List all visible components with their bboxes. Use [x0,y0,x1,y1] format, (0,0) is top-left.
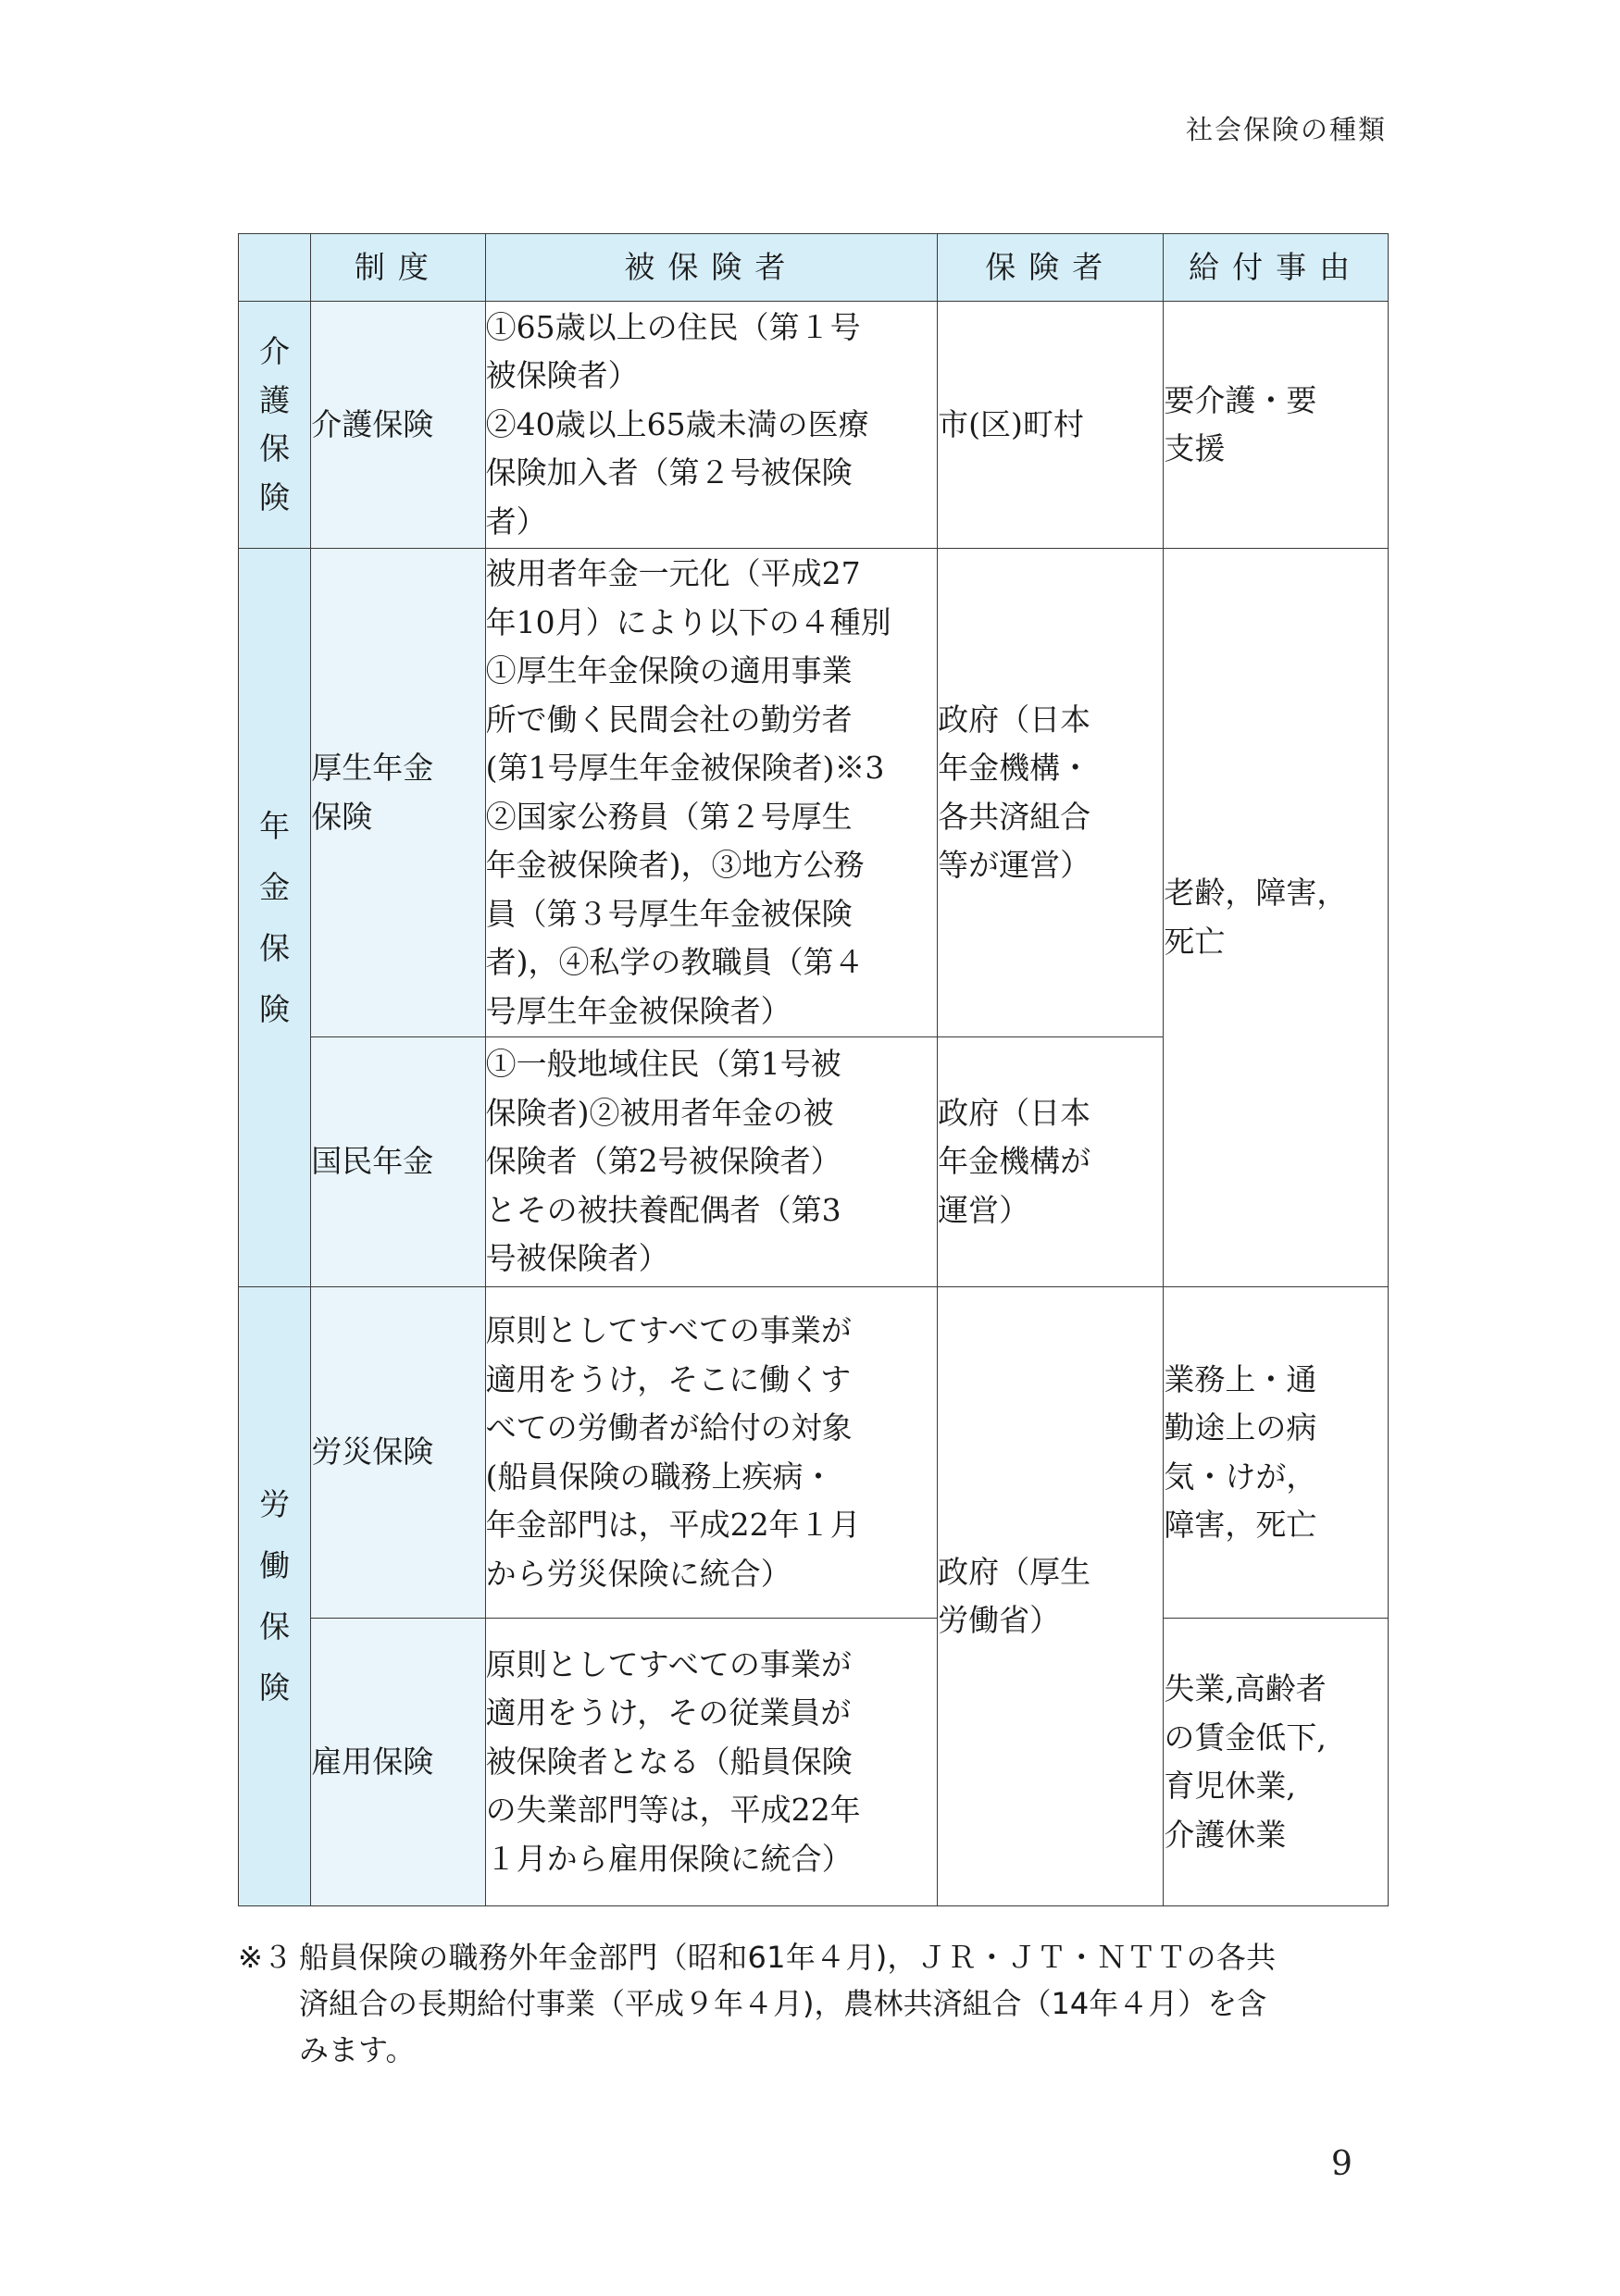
running-header: 社会保険の種類 [1185,114,1387,145]
category-char: 険 [259,1669,291,1706]
footnote-first-line [238,1934,1395,1980]
insurer [938,302,1164,549]
text-line: とその被扶養配偶者（第3 [485,1191,841,1228]
category-char: 保 [259,929,291,966]
system-name [311,549,485,1037]
text-line: 号被保険者） [485,1240,669,1277]
text-line: 保険者)②被用者年金の被 [485,1094,834,1131]
text-line: 被用者年金一元化（平成27 [485,555,861,591]
benefit-reason [1164,549,1389,1287]
text-line: 厚生年金 [311,750,434,786]
text-line: 被保険者） [485,357,639,394]
category-char: 労 [259,1486,291,1522]
header-corner-cell [239,234,311,302]
system-name: 介護保険 [311,302,485,549]
category-char: 働 [259,1547,291,1583]
text-line: 年金被保険者)，③地方公務 [485,847,865,883]
text-line: 所で働く民間会社の勤労者 [485,701,853,738]
social-insurance-table [238,233,1389,1906]
category-char: 保 [259,1608,291,1644]
text-line: の賃金低下, [1164,1719,1327,1756]
text-line: 適用をうけ，そこに働くす [485,1360,852,1397]
text-line: (第1号厚生年金被保険者)※3 [485,750,885,786]
text-line: 者)，④私学の教職員（第４ [485,944,865,980]
category-char: 介 [259,333,291,369]
insurer [938,1037,1164,1287]
text-line: 船員保険の職務外年金部門（昭和61年４月)，ＪＲ・ＪＴ・ＮＴＴの各共 [299,1940,1277,1975]
text-line: から労災保険に統合） [485,1555,791,1592]
text-line: 者） [485,503,547,540]
header-system: 制度 [311,234,485,302]
text-line: １月から雇用保険に統合） [485,1840,853,1877]
text-line: 等が運営） [938,847,1091,883]
benefit-reason [1164,1619,1389,1906]
insurer [938,549,1164,1037]
benefit-reason [1164,1287,1389,1619]
footnote [238,1934,1395,2073]
table-header-row [239,234,1389,302]
category-char: 金 [259,868,291,905]
table-row [239,549,1389,1037]
system-name: 国民年金 [311,1037,485,1287]
text-line: 号厚生年金被保険者） [485,992,791,1029]
text-line: べての労働者が給付の対象 [485,1409,853,1446]
header-benefit-reason: 給付事由 [1164,234,1389,302]
category-char: 護 [259,381,291,418]
text-line: 年10月）により以下の４種別 [485,603,891,640]
benefit-reason [1164,302,1389,549]
text-line: ①65歳以上の住民（第１号 [485,308,861,345]
text-line: 死亡 [1164,923,1226,960]
text-line: ②国家公務員（第２号厚生 [485,798,853,835]
text-line: ②40歳以上65歳未満の医療 [485,405,869,442]
text-line: 労働省） [938,1602,1061,1638]
insured-description [485,302,937,549]
text-line: 要介護・要 [1164,381,1317,418]
system-name: 労災保険 [311,1287,485,1619]
text-line: 介護休業 [1164,1816,1287,1853]
text-line: 老齢，障害， [1164,875,1348,911]
text-line: 年金部門は，平成22年１月 [485,1507,861,1543]
text-line: 原則としてすべての事業が [485,1312,852,1348]
system-name: 雇用保険 [311,1619,485,1906]
insurer [938,1287,1164,1906]
insured-description [485,549,937,1037]
table-row [239,302,1389,549]
insured-description [485,1037,937,1287]
header-insurer: 保険者 [938,234,1164,302]
page-number: 9 [1331,2145,1352,2183]
text-line: 支援 [1164,430,1226,466]
text-line: 保険者（第2号被保険者） [485,1143,841,1180]
text-line: 政府（日本 [938,1094,1091,1131]
category-char: 保 [259,430,291,466]
category-char: 険 [259,990,291,1027]
text-line: みます。 [299,2032,416,2067]
category-char: 年 [259,807,291,844]
footnote-continuation [238,1980,1395,2073]
text-line: 障害，死亡 [1164,1507,1317,1543]
text-line: 育児休業, [1164,1768,1296,1804]
text-line: 政府（日本 [938,701,1091,738]
text-line: 政府（厚生 [938,1553,1091,1590]
text-line: 年金機構が [938,1143,1091,1180]
text-line: 適用をうけ，その従業員が [485,1694,852,1731]
text-line: ①厚生年金保険の適用事業 [485,652,853,689]
text-line: 業務上・通 [1164,1360,1317,1397]
text-line: 市(区)町村 [938,405,1084,442]
text-line: 保険加入者（第２号被保険 [485,454,853,491]
text-line: 年金機構・ [938,750,1091,786]
text-line: 失業,高齢者 [1164,1670,1327,1706]
text-line: の失業部門等は，平成22年 [485,1792,861,1829]
text-line: 被保険者となる（船員保険 [485,1743,853,1780]
text-line: 運営） [938,1191,1030,1228]
footnote-mark: ※３ [238,1940,293,1975]
text-line: 原則としてすべての事業が [485,1645,852,1682]
insured-description [485,1287,937,1619]
text-line: 保険 [311,798,373,835]
text-line: 気・けが， [1164,1458,1317,1495]
text-line: ①一般地域住民（第1号被 [485,1046,841,1083]
table-row [239,1287,1389,1619]
text-line: (船員保険の職務上疾病・ [485,1458,834,1495]
text-line: 勤途上の病 [1164,1409,1317,1446]
insured-description [485,1619,937,1906]
category-labor-insurance [239,1287,311,1906]
category-char: 険 [259,478,291,515]
header-insured: 被保険者 [485,234,937,302]
text-line: 員（第３号厚生年金被保険 [485,895,853,932]
text-line: 済組合の長期給付事業（平成９年４月)，農林共済組合（14年４月）を含 [299,1986,1267,2021]
category-pension-insurance [239,549,311,1287]
category-care-insurance [239,302,311,549]
table-row [239,1619,1389,1906]
text-line: 各共済組合 [938,798,1091,835]
